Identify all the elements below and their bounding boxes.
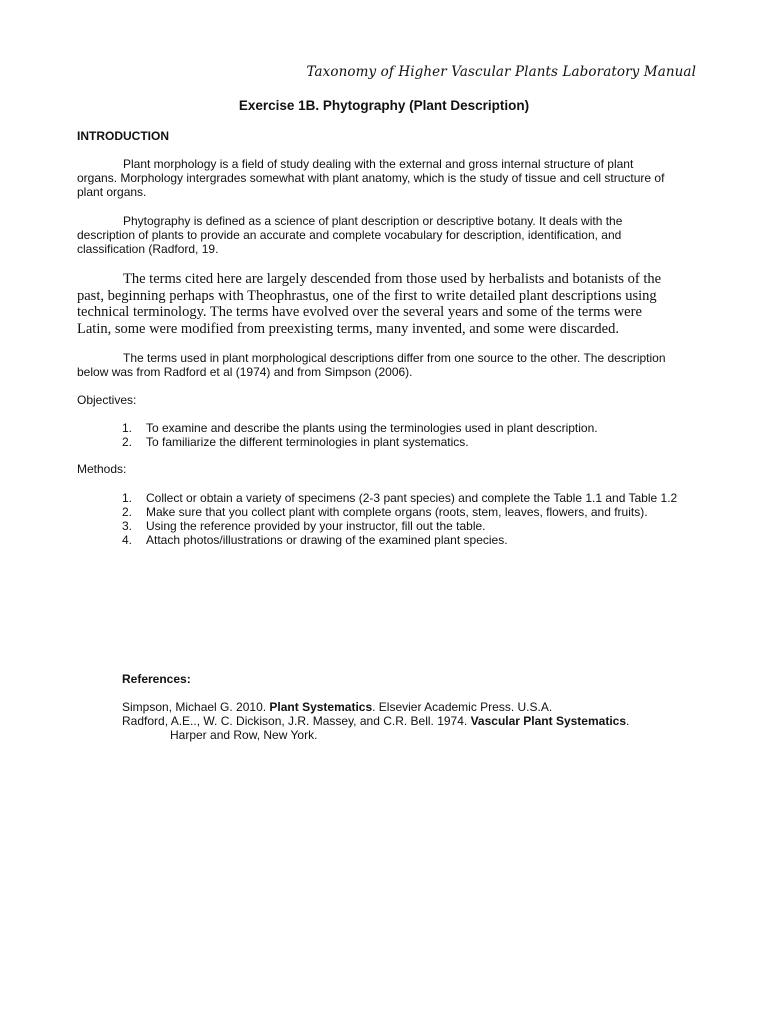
reference-radford: Radford, A.E.., W. C. Dickison, J.R. Massey, and C.R. Bell. 1974. Vascular Plant Systematics.: [122, 714, 630, 728]
intro-paragraph-1: Plant morphology is a field of study dealing with the external and gross internal structure of plant organs. Morphology intergrades somewhat with plant anatomy, which is the study of tissue and cell structure of plant organs.: [77, 157, 665, 199]
objectives-label: Objectives:: [77, 393, 137, 407]
list-item: 2. Make sure that you collect plant with complete organs (roots, stem, leaves, flowers, and fruits).: [122, 505, 648, 519]
list-item: 2. To familiarize the different terminologies in plant systematics.: [122, 435, 469, 449]
reference-radford-publisher: Harper and Row, New York.: [170, 728, 318, 742]
objectives-list: [122, 421, 682, 449]
references-heading: References:: [122, 672, 191, 686]
methods-label: Methods:: [77, 462, 127, 476]
methods-list: [122, 491, 682, 547]
list-item: 4. Attach photos/illustrations or drawing of the examined plant species.: [122, 533, 508, 547]
reference-title: Vascular Plant Systematics: [470, 714, 626, 728]
list-item: 1. To examine and describe the plants using the terminologies used in plant description.: [122, 421, 598, 435]
intro-paragraph-3: The terms cited here are largely descended from those used by herbalists and botanists of the past, beginning perhaps with Theophrastus, one of the first to write detailed plant descriptions using technical terminology. The terms have evolved over the several years and some of the terms were Latin, some were modified from preexisting terms, many invented, and some were discarded.: [77, 271, 662, 337]
reference-simpson: Simpson, Michael G. 2010. Plant Systematics. Elsevier Academic Press. U.S.A.: [122, 700, 553, 714]
running-header: Taxonomy of Higher Vascular Plants Laboratory Manual: [306, 64, 696, 80]
intro-paragraph-4: The terms used in plant morphological descriptions differ from one source to the other. The description below was from Radford et al (1974) and from Simpson (2006).: [77, 351, 666, 379]
exercise-title: Exercise 1B. Phytography (Plant Description): [238, 98, 530, 113]
intro-paragraph-2: Phytography is defined as a science of plant description or descriptive botany. It deals with the description of plants to provide an accurate and complete vocabulary for description, identification, and classification (Radford, 19.: [77, 214, 623, 256]
list-item: 1. Collect or obtain a variety of specimens (2-3 pant species) and complete the Table 1.1 and Table 1.2: [122, 491, 678, 505]
introduction-heading: INTRODUCTION: [77, 129, 169, 143]
list-item: 3. Using the reference provided by your instructor, fill out the table.: [122, 519, 486, 533]
reference-title: Plant Systematics: [269, 700, 373, 714]
